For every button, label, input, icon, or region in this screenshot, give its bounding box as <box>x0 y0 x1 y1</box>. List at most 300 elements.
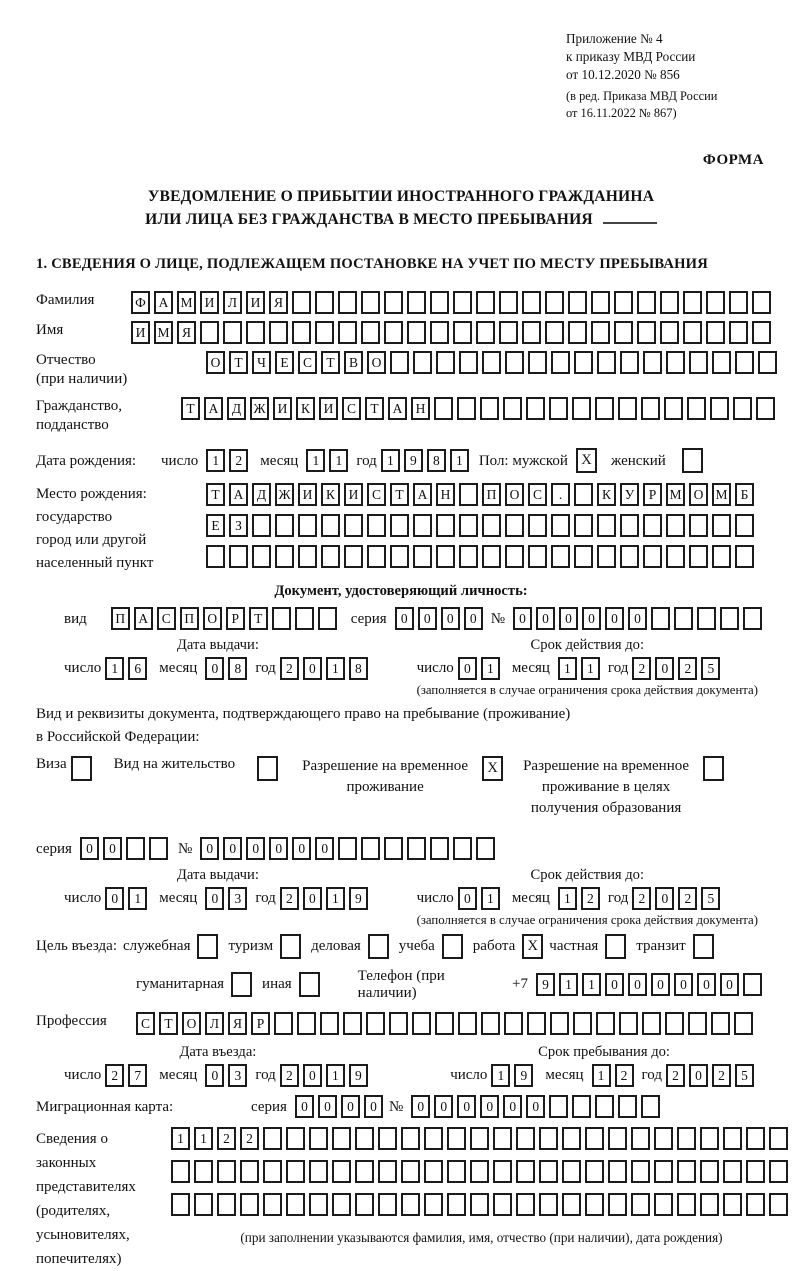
char-cell[interactable] <box>459 514 478 537</box>
char-cell[interactable]: 0 <box>457 1095 476 1118</box>
char-cell[interactable]: Т <box>206 483 225 506</box>
char-cell[interactable] <box>618 1095 637 1118</box>
char-cell[interactable] <box>504 1012 523 1035</box>
char-cell[interactable]: 1 <box>491 1064 510 1087</box>
char-cell[interactable]: 2 <box>678 657 697 680</box>
char-cell[interactable]: 1 <box>128 887 147 910</box>
char-cell[interactable] <box>171 1160 190 1183</box>
char-cell[interactable]: А <box>229 483 248 506</box>
char-cell[interactable] <box>641 1095 660 1118</box>
char-cell[interactable] <box>752 321 771 344</box>
char-cell[interactable] <box>591 291 610 314</box>
char-cell[interactable] <box>643 545 662 568</box>
char-cell[interactable]: 5 <box>701 657 720 680</box>
char-cell[interactable]: Я <box>177 321 196 344</box>
char-cell[interactable]: 1 <box>582 973 601 996</box>
char-cell[interactable] <box>366 1012 385 1035</box>
purpose-study-checkbox[interactable] <box>442 934 463 959</box>
char-cell[interactable] <box>503 397 522 420</box>
char-cell[interactable] <box>743 973 762 996</box>
char-cell[interactable] <box>378 1127 397 1150</box>
char-cell[interactable] <box>240 1193 259 1216</box>
char-cell[interactable] <box>700 1160 719 1183</box>
char-cell[interactable] <box>436 545 455 568</box>
char-cell[interactable] <box>355 1127 374 1150</box>
char-cell[interactable] <box>315 321 334 344</box>
char-cell[interactable]: А <box>154 291 173 314</box>
char-cell[interactable] <box>549 1095 568 1118</box>
char-cell[interactable] <box>666 514 685 537</box>
char-cell[interactable] <box>642 1012 661 1035</box>
char-cell[interactable]: 0 <box>655 657 674 680</box>
char-cell[interactable] <box>505 545 524 568</box>
char-cell[interactable] <box>573 1012 592 1035</box>
char-cell[interactable]: Р <box>251 1012 270 1035</box>
char-cell[interactable] <box>292 321 311 344</box>
char-cell[interactable] <box>585 1160 604 1183</box>
char-cell[interactable]: Б <box>735 483 754 506</box>
char-cell[interactable] <box>390 545 409 568</box>
char-cell[interactable]: М <box>712 483 731 506</box>
char-cell[interactable] <box>746 1127 765 1150</box>
char-cell[interactable]: Т <box>181 397 200 420</box>
sex-male-checkbox[interactable]: X <box>576 448 597 473</box>
char-cell[interactable]: 0 <box>295 1095 314 1118</box>
char-cell[interactable]: 1 <box>326 887 345 910</box>
char-cell[interactable]: Т <box>229 351 248 374</box>
char-cell[interactable]: О <box>367 351 386 374</box>
char-cell[interactable]: 0 <box>464 607 483 630</box>
char-cell[interactable]: Д <box>252 483 271 506</box>
char-cell[interactable] <box>246 321 265 344</box>
char-cell[interactable] <box>338 291 357 314</box>
char-cell[interactable] <box>286 1127 305 1150</box>
char-cell[interactable] <box>620 514 639 537</box>
char-cell[interactable]: 1 <box>171 1127 190 1150</box>
char-cell[interactable]: 0 <box>411 1095 430 1118</box>
char-cell[interactable]: Л <box>205 1012 224 1035</box>
char-cell[interactable] <box>654 1193 673 1216</box>
char-cell[interactable]: Н <box>436 483 455 506</box>
char-cell[interactable]: Ж <box>250 397 269 420</box>
char-cell[interactable] <box>436 514 455 537</box>
purpose-other-checkbox[interactable] <box>299 972 320 997</box>
char-cell[interactable] <box>711 1012 730 1035</box>
char-cell[interactable]: 0 <box>628 973 647 996</box>
temp-residence-checkbox[interactable]: X <box>482 756 503 781</box>
char-cell[interactable] <box>574 545 593 568</box>
char-cell[interactable]: В <box>344 351 363 374</box>
char-cell[interactable] <box>430 291 449 314</box>
char-cell[interactable] <box>597 514 616 537</box>
sex-female-checkbox[interactable] <box>682 448 703 473</box>
char-cell[interactable]: 0 <box>434 1095 453 1118</box>
char-cell[interactable] <box>637 291 656 314</box>
purpose-official-checkbox[interactable] <box>197 934 218 959</box>
char-cell[interactable]: М <box>666 483 685 506</box>
char-cell[interactable]: 1 <box>581 657 600 680</box>
char-cell[interactable] <box>309 1160 328 1183</box>
char-cell[interactable] <box>527 1012 546 1035</box>
char-cell[interactable]: 1 <box>381 449 400 472</box>
char-cell[interactable] <box>723 1193 742 1216</box>
char-cell[interactable]: 1 <box>326 1064 345 1087</box>
char-cell[interactable] <box>631 1160 650 1183</box>
char-cell[interactable] <box>735 351 754 374</box>
char-cell[interactable] <box>229 545 248 568</box>
char-cell[interactable] <box>700 1193 719 1216</box>
char-cell[interactable] <box>723 1160 742 1183</box>
char-cell[interactable] <box>412 1012 431 1035</box>
char-cell[interactable] <box>683 321 702 344</box>
char-cell[interactable] <box>252 514 271 537</box>
char-cell[interactable]: Л <box>223 291 242 314</box>
char-cell[interactable]: 7 <box>128 1064 147 1087</box>
char-cell[interactable] <box>493 1193 512 1216</box>
char-cell[interactable] <box>516 1193 535 1216</box>
char-cell[interactable] <box>223 321 242 344</box>
char-cell[interactable] <box>401 1160 420 1183</box>
char-cell[interactable]: 2 <box>632 657 651 680</box>
char-cell[interactable] <box>637 321 656 344</box>
char-cell[interactable]: 3 <box>228 1064 247 1087</box>
char-cell[interactable] <box>447 1193 466 1216</box>
char-cell[interactable]: 0 <box>303 657 322 680</box>
char-cell[interactable] <box>413 514 432 537</box>
char-cell[interactable]: С <box>528 483 547 506</box>
char-cell[interactable] <box>608 1193 627 1216</box>
char-cell[interactable] <box>585 1193 604 1216</box>
char-cell[interactable] <box>574 483 593 506</box>
char-cell[interactable]: А <box>134 607 153 630</box>
char-cell[interactable]: 0 <box>689 1064 708 1087</box>
char-cell[interactable]: У <box>620 483 639 506</box>
char-cell[interactable] <box>619 1012 638 1035</box>
purpose-work-checkbox[interactable]: X <box>522 934 543 959</box>
char-cell[interactable]: К <box>597 483 616 506</box>
char-cell[interactable]: 3 <box>228 887 247 910</box>
char-cell[interactable] <box>482 545 501 568</box>
char-cell[interactable] <box>482 514 501 537</box>
char-cell[interactable] <box>551 545 570 568</box>
char-cell[interactable] <box>252 545 271 568</box>
char-cell[interactable] <box>206 545 225 568</box>
char-cell[interactable]: О <box>182 1012 201 1035</box>
char-cell[interactable] <box>614 321 633 344</box>
char-cell[interactable] <box>677 1160 696 1183</box>
char-cell[interactable] <box>476 321 495 344</box>
char-cell[interactable]: 0 <box>458 887 477 910</box>
char-cell[interactable]: И <box>298 483 317 506</box>
char-cell[interactable]: 1 <box>481 657 500 680</box>
char-cell[interactable] <box>424 1193 443 1216</box>
char-cell[interactable]: П <box>482 483 501 506</box>
char-cell[interactable] <box>499 291 518 314</box>
char-cell[interactable] <box>298 545 317 568</box>
char-cell[interactable] <box>297 1012 316 1035</box>
char-cell[interactable] <box>549 397 568 420</box>
char-cell[interactable]: 0 <box>674 973 693 996</box>
char-cell[interactable] <box>263 1127 282 1150</box>
char-cell[interactable]: 1 <box>559 973 578 996</box>
char-cell[interactable] <box>746 1193 765 1216</box>
char-cell[interactable] <box>194 1193 213 1216</box>
char-cell[interactable] <box>712 514 731 537</box>
char-cell[interactable]: 0 <box>418 607 437 630</box>
char-cell[interactable] <box>735 514 754 537</box>
char-cell[interactable] <box>574 514 593 537</box>
char-cell[interactable] <box>545 291 564 314</box>
char-cell[interactable] <box>384 837 403 860</box>
char-cell[interactable] <box>482 351 501 374</box>
char-cell[interactable] <box>687 397 706 420</box>
char-cell[interactable]: 0 <box>628 607 647 630</box>
char-cell[interactable]: 9 <box>349 1064 368 1087</box>
char-cell[interactable] <box>712 351 731 374</box>
char-cell[interactable] <box>677 1193 696 1216</box>
char-cell[interactable] <box>275 545 294 568</box>
char-cell[interactable] <box>499 321 518 344</box>
char-cell[interactable] <box>620 545 639 568</box>
char-cell[interactable]: Т <box>365 397 384 420</box>
char-cell[interactable] <box>551 351 570 374</box>
char-cell[interactable] <box>315 291 334 314</box>
char-cell[interactable] <box>631 1127 650 1150</box>
char-cell[interactable]: 1 <box>326 657 345 680</box>
char-cell[interactable]: 0 <box>655 887 674 910</box>
char-cell[interactable] <box>769 1127 788 1150</box>
char-cell[interactable] <box>568 291 587 314</box>
char-cell[interactable] <box>710 397 729 420</box>
char-cell[interactable]: О <box>203 607 222 630</box>
char-cell[interactable] <box>476 837 495 860</box>
char-cell[interactable]: 9 <box>404 449 423 472</box>
char-cell[interactable] <box>361 321 380 344</box>
char-cell[interactable] <box>729 321 748 344</box>
char-cell[interactable] <box>217 1193 236 1216</box>
char-cell[interactable]: С <box>367 483 386 506</box>
char-cell[interactable] <box>481 1012 500 1035</box>
char-cell[interactable] <box>447 1160 466 1183</box>
char-cell[interactable] <box>706 321 725 344</box>
char-cell[interactable] <box>562 1127 581 1150</box>
char-cell[interactable]: 0 <box>269 837 288 860</box>
char-cell[interactable]: П <box>111 607 130 630</box>
visa-checkbox[interactable] <box>71 756 92 781</box>
temp-residence-edu-checkbox[interactable] <box>703 756 724 781</box>
char-cell[interactable] <box>200 321 219 344</box>
char-cell[interactable] <box>384 291 403 314</box>
char-cell[interactable]: Н <box>411 397 430 420</box>
char-cell[interactable] <box>453 291 472 314</box>
char-cell[interactable] <box>597 351 616 374</box>
char-cell[interactable] <box>643 351 662 374</box>
char-cell[interactable] <box>269 321 288 344</box>
char-cell[interactable] <box>263 1193 282 1216</box>
char-cell[interactable] <box>401 1193 420 1216</box>
char-cell[interactable] <box>516 1127 535 1150</box>
char-cell[interactable] <box>654 1160 673 1183</box>
char-cell[interactable] <box>660 321 679 344</box>
char-cell[interactable] <box>688 1012 707 1035</box>
char-cell[interactable] <box>597 545 616 568</box>
char-cell[interactable]: И <box>344 483 363 506</box>
char-cell[interactable] <box>453 321 472 344</box>
char-cell[interactable] <box>574 351 593 374</box>
char-cell[interactable] <box>367 514 386 537</box>
char-cell[interactable]: 2 <box>678 887 697 910</box>
char-cell[interactable] <box>769 1160 788 1183</box>
char-cell[interactable] <box>378 1193 397 1216</box>
char-cell[interactable]: 0 <box>315 837 334 860</box>
char-cell[interactable] <box>735 545 754 568</box>
char-cell[interactable]: 0 <box>205 887 224 910</box>
char-cell[interactable] <box>528 514 547 537</box>
char-cell[interactable] <box>332 1127 351 1150</box>
char-cell[interactable]: Ч <box>252 351 271 374</box>
char-cell[interactable] <box>171 1193 190 1216</box>
char-cell[interactable] <box>320 1012 339 1035</box>
char-cell[interactable] <box>470 1160 489 1183</box>
char-cell[interactable]: 0 <box>205 1064 224 1087</box>
char-cell[interactable] <box>389 1012 408 1035</box>
char-cell[interactable]: З <box>229 514 248 537</box>
char-cell[interactable] <box>689 545 708 568</box>
char-cell[interactable]: 2 <box>217 1127 236 1150</box>
char-cell[interactable]: И <box>273 397 292 420</box>
char-cell[interactable]: 0 <box>526 1095 545 1118</box>
char-cell[interactable] <box>344 545 363 568</box>
char-cell[interactable]: 0 <box>582 607 601 630</box>
char-cell[interactable]: 1 <box>481 887 500 910</box>
char-cell[interactable]: 0 <box>80 837 99 860</box>
char-cell[interactable]: О <box>689 483 708 506</box>
char-cell[interactable] <box>596 1012 615 1035</box>
char-cell[interactable] <box>390 351 409 374</box>
char-cell[interactable] <box>660 291 679 314</box>
char-cell[interactable]: О <box>206 351 225 374</box>
char-cell[interactable]: 1 <box>206 449 225 472</box>
char-cell[interactable]: 1 <box>105 657 124 680</box>
char-cell[interactable] <box>697 607 716 630</box>
char-cell[interactable] <box>595 1095 614 1118</box>
char-cell[interactable]: 2 <box>615 1064 634 1087</box>
char-cell[interactable] <box>355 1193 374 1216</box>
char-cell[interactable]: 0 <box>720 973 739 996</box>
char-cell[interactable] <box>361 291 380 314</box>
char-cell[interactable] <box>572 1095 591 1118</box>
char-cell[interactable] <box>384 321 403 344</box>
char-cell[interactable] <box>424 1127 443 1150</box>
char-cell[interactable]: О <box>505 483 524 506</box>
char-cell[interactable] <box>545 321 564 344</box>
char-cell[interactable] <box>683 291 702 314</box>
char-cell[interactable]: 0 <box>395 607 414 630</box>
char-cell[interactable] <box>430 321 449 344</box>
char-cell[interactable] <box>436 351 455 374</box>
char-cell[interactable] <box>522 321 541 344</box>
char-cell[interactable] <box>407 837 426 860</box>
char-cell[interactable] <box>413 351 432 374</box>
char-cell[interactable] <box>470 1127 489 1150</box>
char-cell[interactable]: 0 <box>303 887 322 910</box>
char-cell[interactable] <box>318 607 337 630</box>
char-cell[interactable]: Р <box>226 607 245 630</box>
char-cell[interactable] <box>618 397 637 420</box>
char-cell[interactable] <box>539 1193 558 1216</box>
char-cell[interactable]: С <box>298 351 317 374</box>
char-cell[interactable]: И <box>246 291 265 314</box>
char-cell[interactable] <box>756 397 775 420</box>
char-cell[interactable]: 0 <box>605 973 624 996</box>
char-cell[interactable]: Я <box>269 291 288 314</box>
char-cell[interactable] <box>332 1160 351 1183</box>
char-cell[interactable] <box>274 1012 293 1035</box>
char-cell[interactable] <box>263 1160 282 1183</box>
char-cell[interactable] <box>752 291 771 314</box>
char-cell[interactable] <box>595 397 614 420</box>
char-cell[interactable]: 1 <box>194 1127 213 1150</box>
char-cell[interactable]: К <box>321 483 340 506</box>
char-cell[interactable] <box>522 291 541 314</box>
char-cell[interactable]: 6 <box>128 657 147 680</box>
char-cell[interactable]: 8 <box>228 657 247 680</box>
char-cell[interactable] <box>493 1127 512 1150</box>
char-cell[interactable]: 0 <box>697 973 716 996</box>
char-cell[interactable] <box>332 1193 351 1216</box>
char-cell[interactable] <box>413 545 432 568</box>
purpose-tourism-checkbox[interactable] <box>280 934 301 959</box>
char-cell[interactable] <box>674 607 693 630</box>
char-cell[interactable]: Я <box>228 1012 247 1035</box>
char-cell[interactable]: 0 <box>503 1095 522 1118</box>
char-cell[interactable]: 0 <box>513 607 532 630</box>
char-cell[interactable] <box>666 545 685 568</box>
char-cell[interactable]: 2 <box>280 657 299 680</box>
char-cell[interactable] <box>424 1160 443 1183</box>
char-cell[interactable]: 0 <box>480 1095 499 1118</box>
char-cell[interactable] <box>585 1127 604 1150</box>
char-cell[interactable] <box>309 1193 328 1216</box>
char-cell[interactable] <box>434 397 453 420</box>
char-cell[interactable] <box>734 1012 753 1035</box>
char-cell[interactable]: 0 <box>458 657 477 680</box>
char-cell[interactable] <box>459 483 478 506</box>
char-cell[interactable]: 5 <box>701 887 720 910</box>
char-cell[interactable] <box>355 1160 374 1183</box>
char-cell[interactable] <box>286 1193 305 1216</box>
char-cell[interactable] <box>706 291 725 314</box>
char-cell[interactable] <box>338 837 357 860</box>
char-cell[interactable] <box>712 545 731 568</box>
char-cell[interactable] <box>526 397 545 420</box>
char-cell[interactable] <box>665 1012 684 1035</box>
char-cell[interactable] <box>743 607 762 630</box>
char-cell[interactable] <box>298 514 317 537</box>
char-cell[interactable] <box>641 397 660 420</box>
purpose-transit-checkbox[interactable] <box>693 934 714 959</box>
char-cell[interactable]: 2 <box>666 1064 685 1087</box>
char-cell[interactable]: 5 <box>735 1064 754 1087</box>
char-cell[interactable]: Ж <box>275 483 294 506</box>
purpose-humanitarian-checkbox[interactable] <box>231 972 252 997</box>
char-cell[interactable] <box>562 1193 581 1216</box>
char-cell[interactable]: 9 <box>536 973 555 996</box>
char-cell[interactable]: 2 <box>712 1064 731 1087</box>
char-cell[interactable]: М <box>154 321 173 344</box>
char-cell[interactable]: И <box>200 291 219 314</box>
char-cell[interactable] <box>516 1160 535 1183</box>
